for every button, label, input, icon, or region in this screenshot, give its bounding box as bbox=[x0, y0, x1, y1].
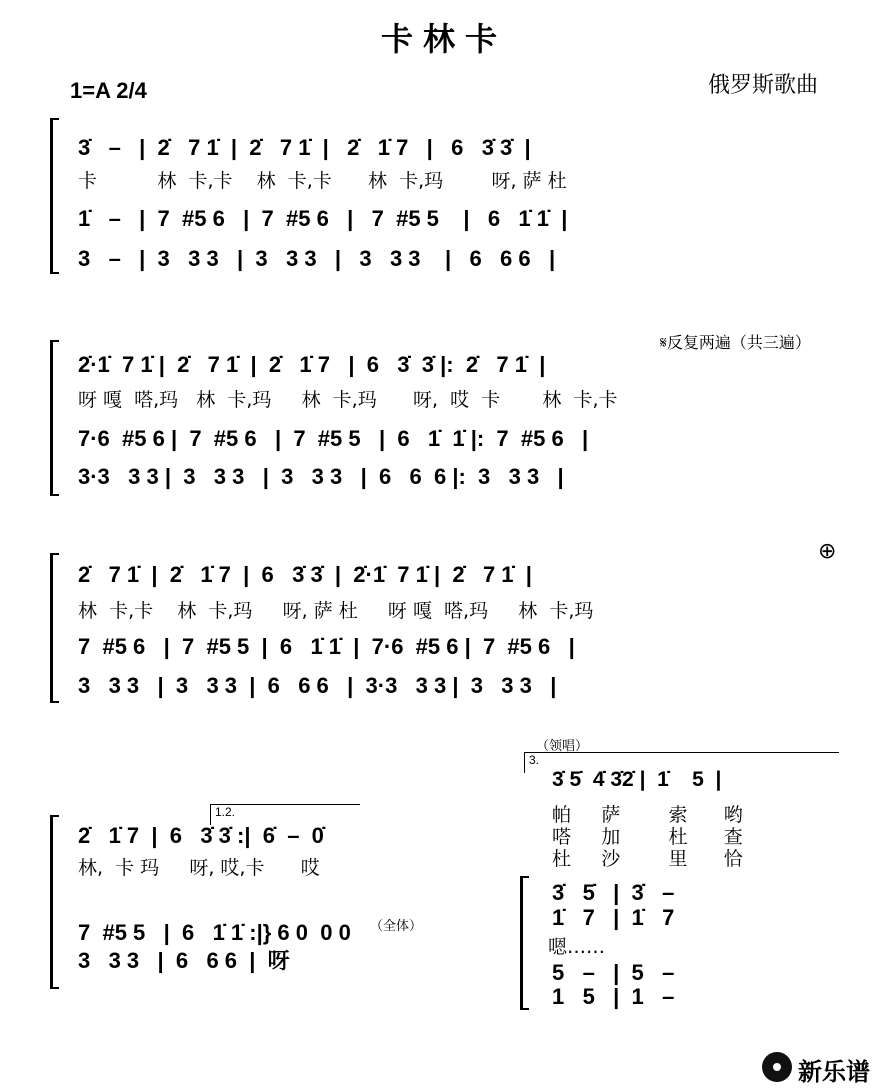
melody-line: 2̇ 1̇ 7 | 6 3̇ 3̇ :| 6̇ – 0̇ bbox=[78, 823, 324, 848]
alto-line: 7·6 #5 6 | 7 #5 6 | 7 #5 5 | 6 1̇ 1̇ |: 7 #5 6 | bbox=[78, 426, 589, 451]
ending-brace bbox=[520, 876, 529, 1010]
ending-melody: 3̇ 5̇ 4̇ 3̇2̇ | 1̇ 5 | bbox=[552, 768, 722, 791]
alto-line: 7 #5 6 | 7 #5 5 | 6 1̇ 1̇ | 7·6 #5 6 | 7 #5 6 | bbox=[78, 634, 575, 659]
lyrics-line: 呀 嘎 嗒,玛 林 卡,玛 林 卡,玛 呀, 哎 卡 林 卡,卡 bbox=[78, 389, 618, 411]
bass-line: 3 – | 3 3 3 | 3 3 3 | 3 3 3 | 6 6 6 | bbox=[78, 246, 556, 271]
lyrics-line: 林 卡,卡 林 卡,玛 呀, 萨 杜 呀 嘎 嗒,玛 林 卡,玛 bbox=[78, 600, 594, 622]
lyrics-line: 林, 卡 玛 呀, 哎,卡 哎 bbox=[78, 857, 320, 879]
key-signature: 1=A 2/4 bbox=[70, 78, 147, 103]
song-origin: 俄罗斯歌曲 bbox=[708, 72, 819, 97]
page-title: 卡林卡 bbox=[380, 21, 507, 57]
logo-text: 新乐谱 bbox=[798, 1059, 870, 1086]
system-brace bbox=[50, 340, 59, 496]
system-brace bbox=[50, 118, 59, 274]
alto-line: 1̇ – | 7 #5 6 | 7 #5 6 | 7 #5 5 | 6 1̇ 1̇ | bbox=[78, 206, 568, 231]
melody-line: 3̇ – | 2̇ 7 1̇ | 2̇ 7 1̇ | 2̇ 1̇ 7 | 6 3̇ 3̇ | bbox=[78, 135, 531, 160]
ending-choir-2: 1̇ 7 | 1̇ 7 bbox=[552, 905, 675, 930]
coda-sign: ⊕ bbox=[818, 538, 837, 563]
ending-verse-1: 帕 萨 索 哟 bbox=[552, 804, 743, 826]
lead-singer-label: （领唱） bbox=[536, 738, 589, 753]
bass-line: 3·3 3 3 | 3 3 3 | 3 3 3 | 6 6 6 |: 3 3 3 | bbox=[78, 464, 564, 489]
site-logo bbox=[762, 1050, 882, 1086]
ending-hum: 嗯…… bbox=[548, 936, 606, 958]
ending-choir-1: 3̇ 5̇ | 3̇ – bbox=[552, 880, 675, 905]
repeat-instruction: 𝄋反复两遍（共三遍） bbox=[660, 333, 811, 352]
record-icon bbox=[762, 1052, 792, 1082]
ending-verse-2: 嗒 加 杜 查 bbox=[552, 826, 743, 848]
lyrics-line: 卡 林 卡,卡 林 卡,卡 林 卡,玛 呀, 萨 杜 bbox=[78, 170, 567, 192]
ending-bass-2: 1 5 | 1 – bbox=[552, 984, 675, 1009]
melody-line: 2̇ 7 1̇ | 2̇ 1̇ 7 | 6 3̇ 3̇ | 2̇·1̇ 7 1̇ | 2̇ 7 1̇ | bbox=[78, 562, 532, 587]
system-brace bbox=[50, 815, 59, 989]
volta-1-2: 1.2. bbox=[210, 804, 360, 825]
bass-line: 3 3 3 | 6 6 6 | 呀 bbox=[78, 948, 290, 973]
ending-bass-1: 5 – | 5 – bbox=[552, 960, 675, 985]
melody-line: 2̇·1̇ 7 1̇ | 2̇ 7 1̇ | 2̇ 1̇ 7 | 6 3̇ 3̇ |: 2̇ 7 1̇ | bbox=[78, 352, 546, 377]
volta-3: 3. bbox=[524, 752, 839, 773]
chorus-label: （全体） bbox=[370, 918, 423, 933]
alto-line: 7 #5 5 | 6 1̇ 1̇ :|} 6 0 0 0 bbox=[78, 920, 351, 945]
bass-line: 3 3 3 | 3 3 3 | 6 6 6 | 3·3 3 3 | 3 3 3 | bbox=[78, 673, 557, 698]
ending-verse-3: 杜 沙 里 恰 bbox=[552, 848, 743, 870]
system-brace bbox=[50, 553, 59, 703]
